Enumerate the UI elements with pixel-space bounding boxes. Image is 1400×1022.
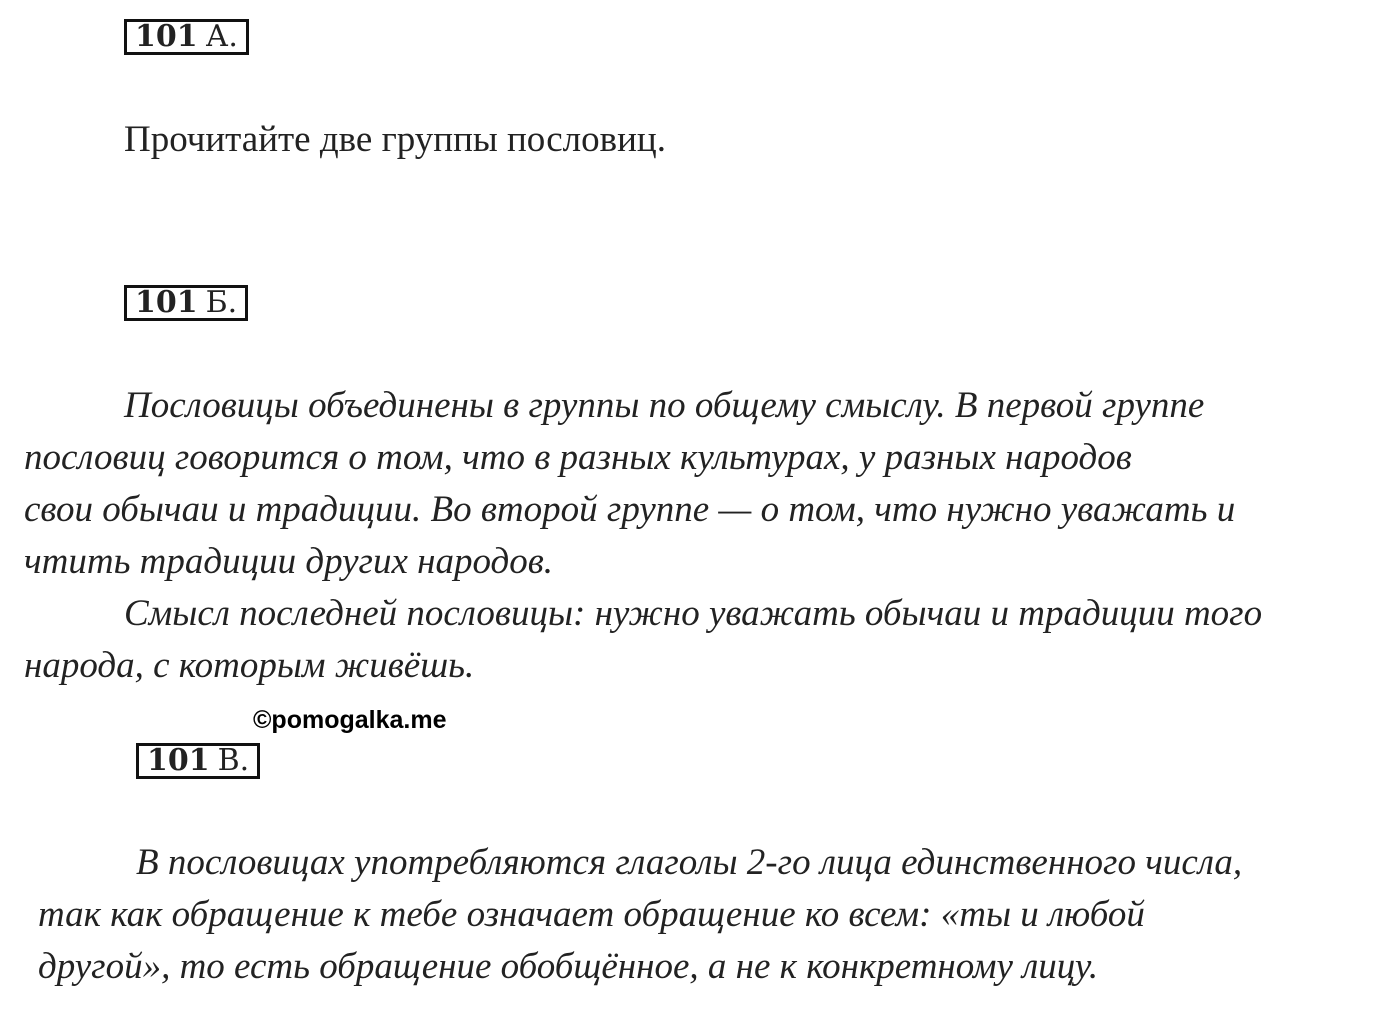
answer-line: Пословицы объединены в группы по общему смыслу. В первой группе [124,385,1205,426]
answer-line: другой», то есть обращение обобщённое, а не к конкретному лицу. [38,946,1099,987]
watermark: ©pomogalka.me [253,706,447,734]
exercise-number-badge-b [124,285,248,321]
exercise-letter: В. [217,743,250,778]
exercise-number: 101 [135,285,198,320]
exercise-number: 101 [147,743,210,778]
answer-line: чтить традиции других народов. [24,541,554,582]
answer-line: так как обращение к тебе означает обращение ко всем: «ты и любой [38,894,1145,935]
answer-line: Смысл последней пословицы: нужно уважать обычаи и традиции того [124,593,1263,634]
exercise-letter: А. [205,19,238,54]
exercise-letter: Б. [205,285,238,320]
answer-line: В пословицах употребляются глаголы 2-го лица единственного числа, [136,842,1243,883]
task-instruction: Прочитайте две группы пословиц. [124,119,666,160]
answer-b-text [24,380,1262,692]
answer-line: народа, с которым живёшь. [24,645,475,686]
exercise-number-badge-v [136,743,260,779]
exercise-number: 101 [135,19,198,54]
exercise-number-badge-a [124,19,249,55]
answer-line: свои обычаи и традиции. Во второй группе — о том, что нужно уважать и [24,489,1236,530]
answer-line: пословиц говорится о том, что в разных культурах, у разных народов [24,437,1132,478]
answer-v-text [38,837,1242,993]
